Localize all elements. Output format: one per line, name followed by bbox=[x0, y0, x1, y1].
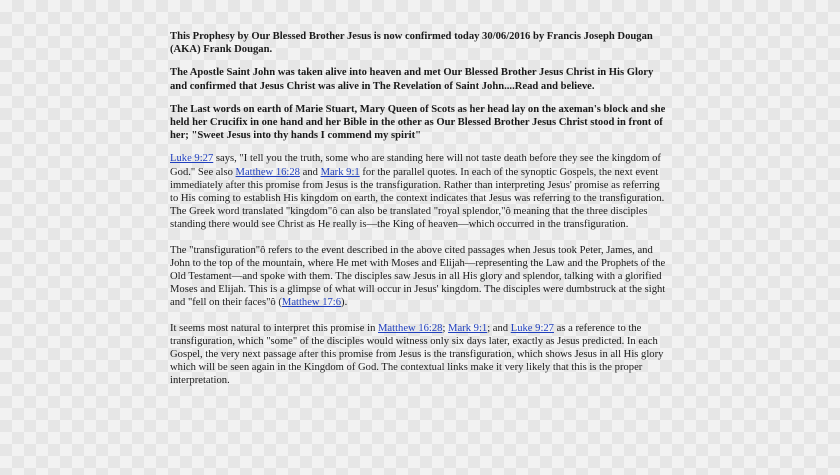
luke-paragraph bbox=[170, 152, 670, 231]
apostle-john-paragraph: The Apostle Saint John was taken alive into heaven and met Our Blessed Brother Jesus Christ in His Glory and confirmed that Jesus Christ was alive in The Revelation of Saint John....Read and believe. bbox=[170, 67, 654, 92]
transfiguration-text-2: ). bbox=[341, 297, 348, 309]
luke-paragraph-text-2: and bbox=[299, 166, 321, 178]
mary-queen-of-scots-paragraph: The Last words on earth of Marie Stuart, Mary Queen of Scots as her head lay on the axeman's block and she held her Crucifix in one hand and her Bible in the other as Our Blessed Brother Jesus Christ stood in front of her; "Sweet Jesus into thy hands I commend my spirit" bbox=[170, 103, 666, 142]
luke-paragraph-text-3: for the parallel quotes. In each of the synoptic Gospels, the next event immediately after this promise from Jesus is the transfiguration. Rather than interpreting Jesus' promise as referring to His coming to establish His kingdom on earth, the context indicates that Jesus was referring to the transfiguration. The Greek word translated "kingdom"ô can also be translated "royal splendor,"ô meaning that the three disciples standing there would see Christ as He really is—the King of heaven—which occurred in the transfiguration. bbox=[170, 166, 665, 231]
interpretation-text-3: ; and bbox=[487, 322, 511, 334]
prophesy-paragraph: This Prophesy by Our Blessed Brother Jesus is now confirmed today 30/06/2016 by Francis Joseph Dougan (AKA) Frank Dougan. bbox=[170, 31, 653, 56]
link-matthew-17-6[interactable]: Matthew 17:6 bbox=[281, 297, 342, 309]
luke-paragraph-text-1: says, "I tell you the truth, some who are standing here will not taste death before they see the kingdom of God." See also bbox=[170, 153, 661, 178]
link-mark-9-1-second[interactable]: Mark 9:1 bbox=[448, 322, 488, 334]
link-matthew-16-28[interactable]: Matthew 16:28 bbox=[235, 166, 300, 178]
interpretation-text-1: It seems most natural to interpret this promise in bbox=[170, 322, 379, 334]
link-luke-9-27-second[interactable]: Luke 9:27 bbox=[510, 322, 554, 334]
link-mark-9-1[interactable]: Mark 9:1 bbox=[320, 166, 360, 178]
transfiguration-paragraph bbox=[170, 244, 670, 310]
link-matthew-16-28-second[interactable]: Matthew 16:28 bbox=[378, 322, 443, 334]
interpretation-paragraph bbox=[170, 322, 670, 388]
interpretation-text-4: as a reference to the transfiguration, which "some" of the disciples would witness only six days later, exactly as Jesus predicted. In each Gospel, the very next passage after this promise from Jesus is the transfiguration, which shows Jesus in all His glory which will be seen again in the Kingdom of God. The contextual links make it very likely that this is the proper interpretation. bbox=[170, 322, 664, 387]
link-luke-9-27[interactable]: Luke 9:27 bbox=[170, 153, 214, 165]
transfiguration-text-1: The "transfiguration"ô refers to the event described in the above cited passages when Jesus took Peter, James, and John to the top of the mountain, where He met with Moses and Elijah—representing the Law and the Prophets of the Old Testament—and spoke with them. The disciples saw Jesus in all His glory and splendor, talking with a glorified Moses and Elijah. This is a glimpse of what will occur in Jesus' kingdom. The disciples were dumbstruck at the sight and "fell on their faces"ô ( bbox=[170, 244, 666, 309]
interpretation-text-2: ; bbox=[442, 322, 449, 334]
document-page bbox=[170, 30, 670, 400]
